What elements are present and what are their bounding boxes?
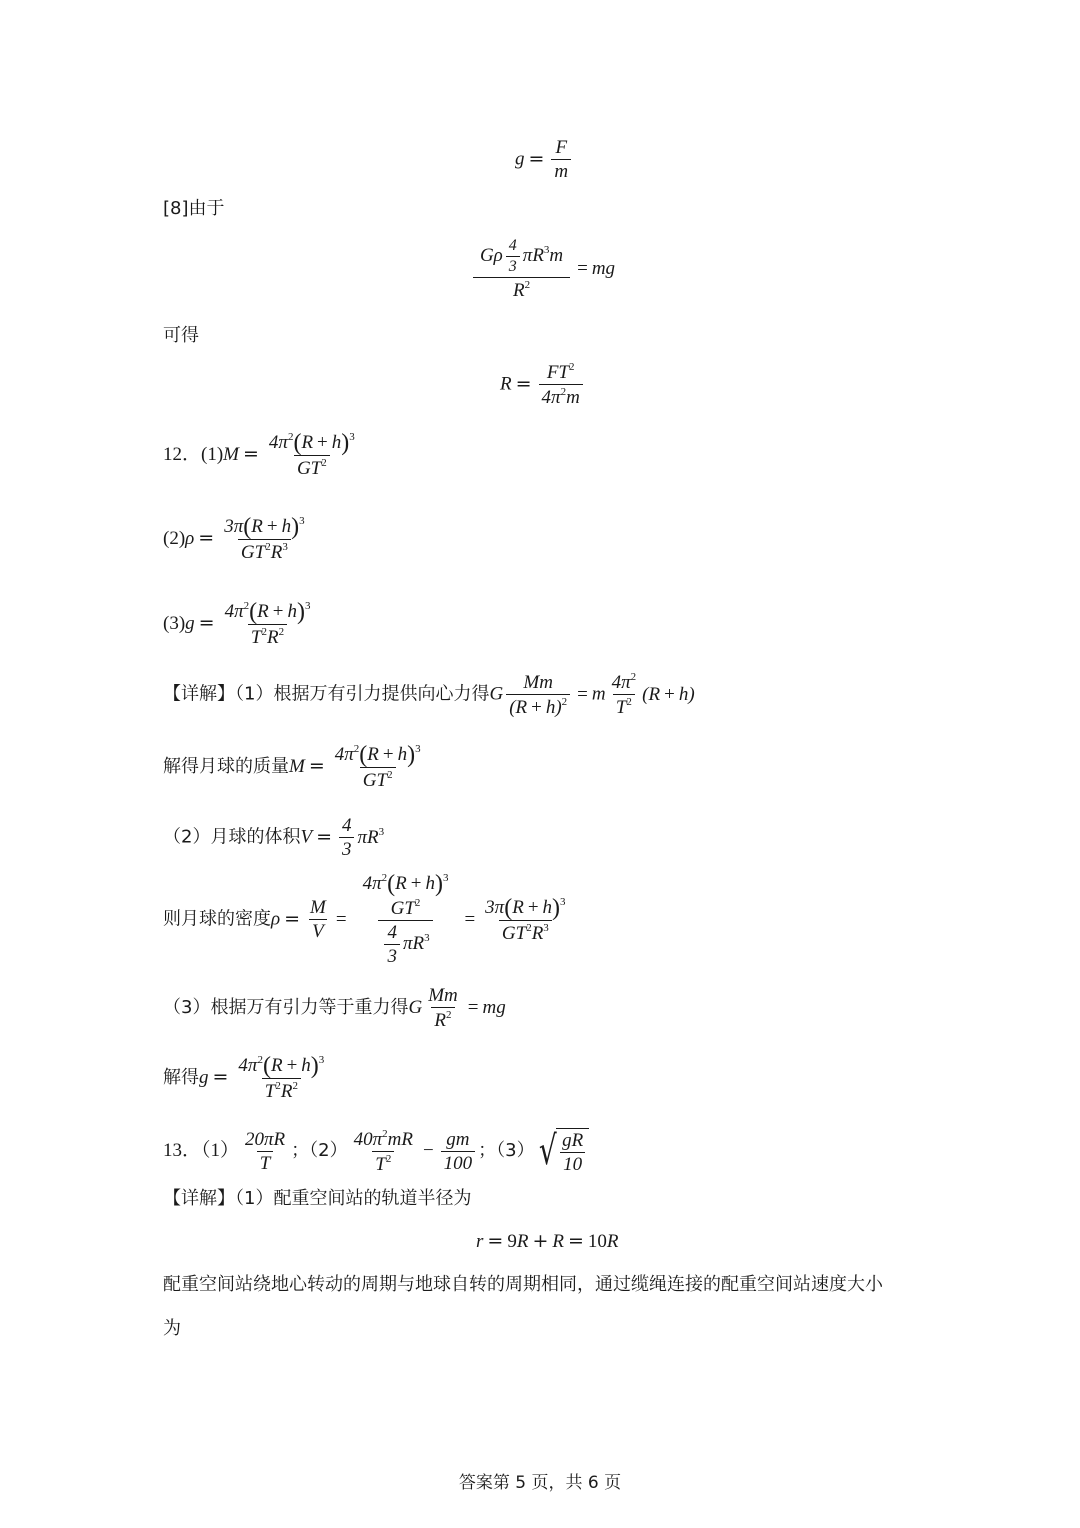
detail-mass-label: 解得月球的质量 — [163, 756, 289, 778]
formula-R: R = $\frac{FT^2}{4\pi^2m}$ — [500, 362, 586, 407]
kede-label: 可得 — [163, 325, 199, 346]
q13-answers: 13．（1） $\frac{20\pi R}{T}$ ；（2） $\frac{40\pi^2mR}{T^2}$ − $\frac{gm}{100}$ ；（3） √ $\frac{gR}{10}$ — [163, 1128, 589, 1174]
q12-answer-3: (3)g = $\frac{4\pi^2(R + h)^3}{T^2R^2}$ — [163, 599, 311, 649]
detail-3: （3）根据万有引力等于重力得G $\frac{Mm}{R^2}$ = mg — [163, 985, 506, 1031]
step-8-label: [8]由于 — [163, 198, 225, 219]
detail-density-label: 则月球的密度 — [163, 908, 271, 930]
formula-density-gravity: Gρ $\frac{4}{3}$ $\pi R^3m$ $R^2$ = mg — [470, 238, 615, 300]
detail-1: 【详解】（1）根据万有引力提供向心力得G $\frac{Mm}{(R + h)^2}$ = m $\frac{4\pi^2}{T^2}$ (R + h) — [163, 671, 695, 718]
detail-g-label: 解得 — [163, 1067, 199, 1089]
q12-part-2-label: (2) — [163, 528, 186, 550]
page-footer: 答案第 5 页，共 6 页 — [458, 1473, 622, 1493]
q12-number: 12．(1) — [163, 444, 224, 466]
detail-3-label: （3）根据万有引力等于重力得 — [163, 997, 409, 1018]
q12-part-3-label: (3) — [163, 613, 186, 635]
q13-sep-2: ；（2） — [291, 1140, 348, 1161]
detail-1-label: 【详解】（1）根据万有引力提供向心力得 — [163, 683, 490, 705]
detail-13-label: 【详解】（1）配重空间站的轨道半径为 — [163, 1188, 472, 1209]
q13-sep-3: ；（3） — [478, 1140, 535, 1161]
detail-2-label: （2）月球的体积 — [163, 826, 301, 848]
detail-g: 解得g = $\frac{4\pi^2(R + h)^3}{T^2R^2}$ — [163, 1053, 325, 1103]
q13-number: 13．（1） — [163, 1140, 240, 1161]
detail-mass: 解得月球的质量M = $\frac{4\pi^2(R + h)^3}{GT^2}$ — [163, 742, 421, 792]
detail-volume: （2）月球的体积V = $\frac{4}{3}$ $\pi R^3$ — [163, 815, 385, 860]
q12-answer-1: 12．(1)M = $\frac{4\pi^2(R + h)^3}{GT^2}$ — [163, 430, 355, 480]
text-13-continued: 为 — [163, 1318, 181, 1339]
detail-density: 则月球的密度ρ = $\frac{M}{V}$ = $4\pi^2(R + h)^3$ $GT^2$ $\frac{4}{3}$ $\pi R^3$ = $\frac{3\pi(R + h)^3}{GT^2R^3}$ — [163, 871, 566, 968]
formula-r: r = 9R + R = 10R — [476, 1230, 619, 1252]
text-13-paragraph: 配重空间站绕地心转动的周期与地球自转的周期相同，通过缆绳连接的配重空间站速度大小 — [163, 1274, 883, 1295]
formula-g-eq-F-over-m: g = $\frac{F}{m}$ — [515, 138, 574, 181]
q12-answer-2: (2)ρ = $\frac{3\pi(R + h)^3}{GT^2R^3}$ — [163, 514, 305, 564]
